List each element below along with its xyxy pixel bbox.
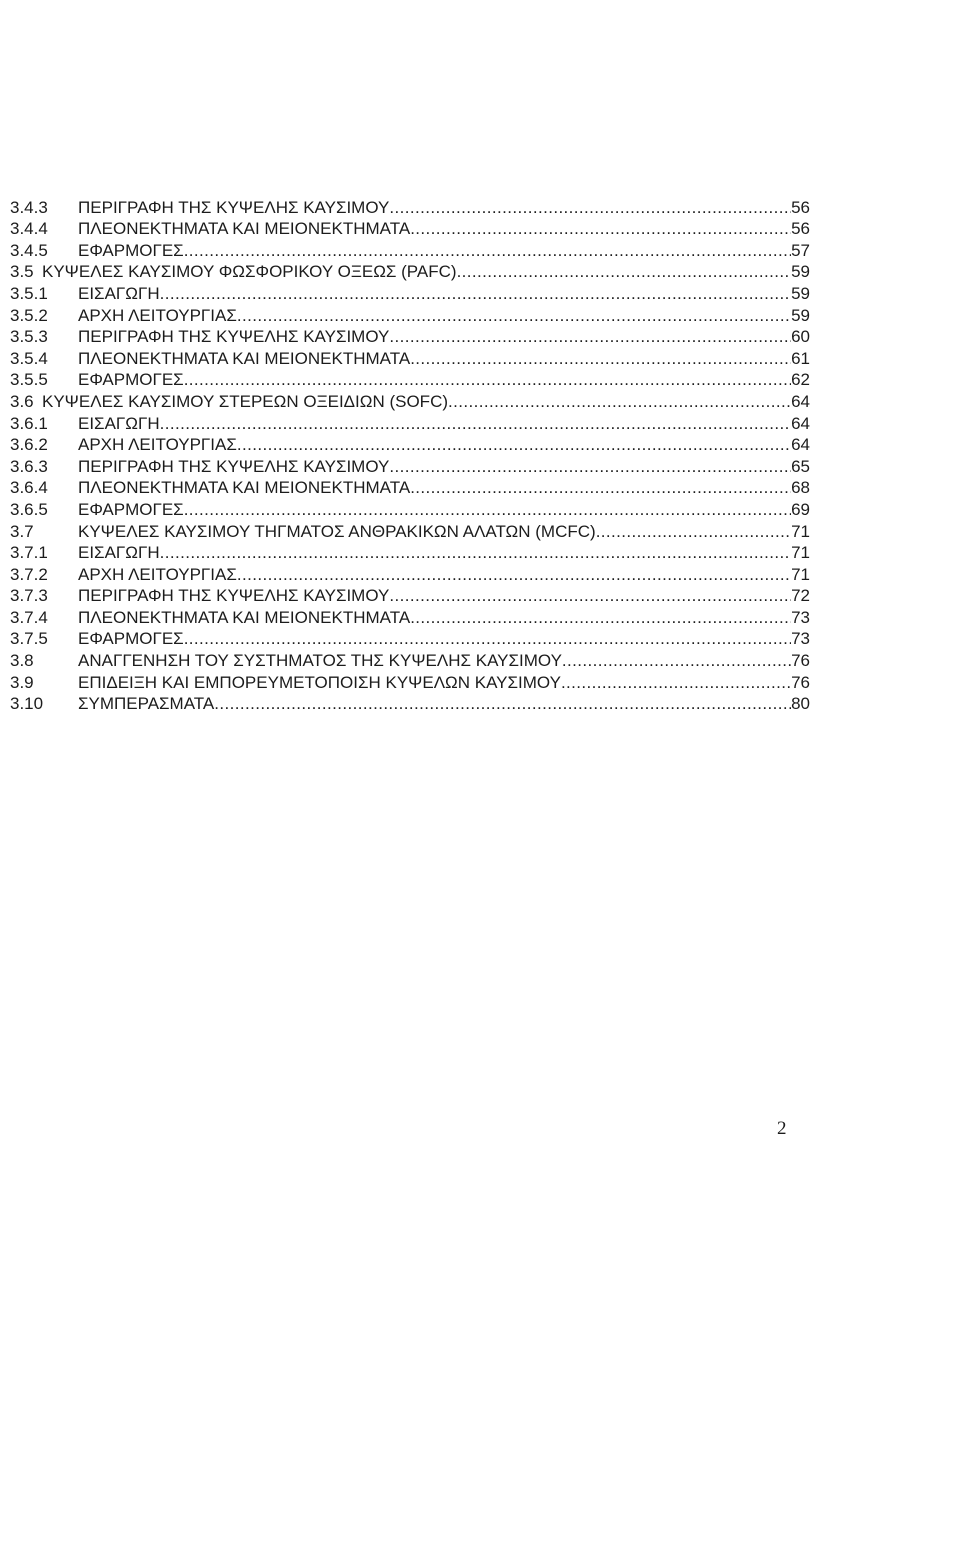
toc-entry-number: 3.7	[10, 521, 34, 541]
toc-entry-number: 3.5.3	[10, 327, 48, 347]
dot-leader	[457, 263, 792, 280]
dot-leader	[410, 479, 791, 496]
toc-entry-number: 3.5.1	[10, 283, 48, 303]
toc-entry-number: 3.4.4	[10, 219, 48, 239]
dot-leader	[160, 415, 791, 432]
toc-entry	[10, 475, 810, 497]
toc-entry-title: ΠΛΕΟΝΕΚΤΗΜΑΤΑ ΚΑΙ ΜΕΙΟΝΕΚΤΗΜΑΤΑ	[78, 219, 411, 239]
toc-entry-page: 60	[791, 327, 810, 347]
dot-leader	[184, 630, 791, 647]
toc-entry-title: ΣΥΜΠΕΡΑΣΜΑΤΑ	[78, 694, 215, 714]
toc-entry-page: 71	[791, 543, 810, 563]
dot-leader	[410, 350, 791, 367]
toc-entry-page: 56	[791, 197, 810, 217]
toc-entry-page: 68	[791, 478, 810, 498]
toc-entry-number: 3.4.3	[10, 197, 48, 217]
toc-entry-title: ΠΕΡΙΓΡΑΦΗ ΤΗΣ ΚΥΨΕΛΗΣ ΚΑΥΣΙΜΟΥ	[78, 586, 390, 606]
toc-entry-page: 64	[791, 413, 810, 433]
toc-entry-page: 65	[791, 456, 810, 476]
toc-entry-number: 3.5.4	[10, 348, 48, 368]
toc-entry-number: 3.5.5	[10, 370, 48, 390]
toc-entry-page: 56	[791, 219, 810, 239]
toc-entry	[10, 367, 810, 389]
dot-leader	[184, 501, 791, 518]
toc-entry-title: ΑΝΑΓΓΕΝΗΣΗ ΤΟΥ ΣΥΣΤΗΜΑΤΟΣ ΤΗΣ ΚΥΨΕΛΗΣ ΚΑΥΣΙΜΟΥ	[78, 651, 562, 671]
toc-entry	[10, 691, 810, 713]
toc-entry-page: 80	[791, 694, 810, 714]
dot-leader	[410, 220, 791, 237]
dot-leader	[237, 566, 791, 583]
toc-entry-number: 3.4.5	[10, 240, 48, 260]
toc-entry-title: ΕΦΑΡΜΟΓΕΣ	[78, 499, 184, 519]
dot-leader	[237, 436, 791, 453]
toc-entry-page: 71	[791, 564, 810, 584]
dot-leader	[184, 242, 791, 259]
toc-entry-page: 64	[791, 391, 810, 411]
dot-leader	[389, 199, 791, 216]
toc-entry	[10, 194, 810, 216]
toc-entry-page: 73	[791, 607, 810, 627]
toc-entry-page: 59	[791, 262, 810, 282]
toc-entry	[10, 540, 810, 562]
toc-entry-number: 3.7.1	[10, 543, 48, 563]
dot-leader	[237, 307, 791, 324]
toc-entry	[10, 518, 810, 540]
toc-entry-page: 59	[791, 283, 810, 303]
toc-entry-page: 57	[791, 240, 810, 260]
toc-entry-title: ΕΙΣΑΓΩΓΗ	[78, 543, 160, 563]
dot-leader	[596, 523, 791, 540]
toc-entry	[10, 453, 810, 475]
toc-entry-number: 3.6.1	[10, 413, 48, 433]
toc-entry-title: ΕΠΙΔΕΙΞΗ ΚΑΙ ΕΜΠΟΡΕΥΜΕΤΟΠΟΙΣΗ ΚΥΨΕΛΩΝ ΚΑΥΣΙΜΟΥ	[78, 672, 561, 692]
toc-entry-page: 59	[791, 305, 810, 325]
toc-entry-page: 73	[791, 629, 810, 649]
toc-entry-title: ΠΛΕΟΝΕΚΤΗΜΑΤΑ ΚΑΙ ΜΕΙΟΝΕΚΤΗΜΑΤΑ	[78, 607, 411, 627]
toc-entry	[10, 647, 810, 669]
dot-leader	[448, 393, 791, 410]
dot-leader	[389, 587, 791, 604]
toc-entry	[10, 561, 810, 583]
toc-entry-title: ΕΦΑΡΜΟΓΕΣ	[78, 370, 184, 390]
toc-entry-number: 3.5	[10, 262, 34, 282]
toc-entry-title: ΠΕΡΙΓΡΑΦΗ ΤΗΣ ΚΥΨΕΛΗΣ ΚΑΥΣΙΜΟΥ	[78, 327, 390, 347]
toc-entry-page: 76	[791, 672, 810, 692]
dot-leader	[214, 695, 791, 712]
dot-leader	[410, 609, 791, 626]
toc-entry-title: ΑΡΧΗ ΛΕΙΤΟΥΡΓΙΑΣ	[78, 564, 237, 584]
toc-entry	[10, 324, 810, 346]
toc-entry	[10, 259, 810, 281]
toc-entry-number: 3.6.3	[10, 456, 48, 476]
toc-entry-title: ΚΥΨΕΛΕΣ ΚΑΥΣΙΜΟΥ ΤΗΓΜΑΤΟΣ ΑΝΘΡΑΚΙΚΩΝ ΑΛΑΤΩΝ (MCFC)	[78, 521, 596, 541]
toc-entry-number: 3.6.4	[10, 478, 48, 498]
toc-entry-title: ΕΦΑΡΜΟΓΕΣ	[78, 629, 184, 649]
toc-entry-page: 71	[791, 521, 810, 541]
toc-entry-title: ΠΕΡΙΓΡΑΦΗ ΤΗΣ ΚΥΨΕΛΗΣ ΚΑΥΣΙΜΟΥ	[78, 197, 390, 217]
toc-entry	[10, 583, 810, 605]
table-of-contents	[10, 194, 810, 712]
dot-leader	[160, 285, 791, 302]
toc-entry	[10, 345, 810, 367]
toc-entry	[10, 669, 810, 691]
toc-entry-title: ΠΕΡΙΓΡΑΦΗ ΤΗΣ ΚΥΨΕΛΗΣ ΚΑΥΣΙΜΟΥ	[78, 456, 390, 476]
toc-entry-page: 62	[791, 370, 810, 390]
toc-entry	[10, 604, 810, 626]
toc-entry-number: 3.9	[10, 672, 34, 692]
toc-entry-number: 3.5.2	[10, 305, 48, 325]
toc-entry-title: ΑΡΧΗ ΛΕΙΤΟΥΡΓΙΑΣ	[78, 305, 237, 325]
dot-leader	[561, 674, 791, 691]
toc-entry-title: ΕΦΑΡΜΟΓΕΣ	[78, 240, 184, 260]
dot-leader	[562, 652, 791, 669]
toc-entry	[10, 216, 810, 238]
toc-entry-number: 3.7.2	[10, 564, 48, 584]
toc-entry	[10, 626, 810, 648]
toc-entry-title: ΚΥΨΕΛΕΣ ΚΑΥΣΙΜΟΥ ΣΤΕΡΕΩΝ ΟΞΕΙΔΙΩΝ (SOFC)	[42, 391, 449, 411]
toc-entry-title: ΕΙΣΑΓΩΓΗ	[78, 413, 160, 433]
toc-entry-page: 72	[791, 586, 810, 606]
toc-entry-page: 61	[791, 348, 810, 368]
dot-leader	[389, 458, 791, 475]
toc-entry-number: 3.6	[10, 391, 34, 411]
toc-entry-title: ΠΛΕΟΝΕΚΤΗΜΑΤΑ ΚΑΙ ΜΕΙΟΝΕΚΤΗΜΑΤΑ	[78, 478, 411, 498]
toc-entry-page: 69	[791, 499, 810, 519]
toc-entry-title: ΕΙΣΑΓΩΓΗ	[78, 283, 160, 303]
toc-entry-number: 3.6.2	[10, 435, 48, 455]
toc-entry	[10, 280, 810, 302]
page-number: 2	[777, 1118, 787, 1139]
toc-entry-title: ΚΥΨΕΛΕΣ ΚΑΥΣΙΜΟΥ ΦΩΣΦΟΡΙΚΟΥ ΟΞΕΩΣ (PAFC)	[42, 262, 457, 282]
toc-entry-page: 76	[791, 651, 810, 671]
toc-entry-title: ΑΡΧΗ ΛΕΙΤΟΥΡΓΙΑΣ	[78, 435, 237, 455]
toc-entry	[10, 388, 810, 410]
toc-entry	[10, 237, 810, 259]
toc-entry	[10, 410, 810, 432]
toc-entry-number: 3.7.5	[10, 629, 48, 649]
dot-leader	[160, 544, 791, 561]
toc-entry-page: 64	[791, 435, 810, 455]
toc-entry	[10, 302, 810, 324]
toc-entry-title: ΠΛΕΟΝΕΚΤΗΜΑΤΑ ΚΑΙ ΜΕΙΟΝΕΚΤΗΜΑΤΑ	[78, 348, 411, 368]
toc-entry	[10, 432, 810, 454]
dot-leader	[184, 371, 791, 388]
toc-entry-number: 3.6.5	[10, 499, 48, 519]
toc-entry-number: 3.10	[10, 694, 44, 714]
toc-entry-number: 3.7.4	[10, 607, 48, 627]
dot-leader	[389, 328, 791, 345]
toc-entry	[10, 496, 810, 518]
toc-entry-number: 3.7.3	[10, 586, 48, 606]
toc-entry-number: 3.8	[10, 651, 34, 671]
